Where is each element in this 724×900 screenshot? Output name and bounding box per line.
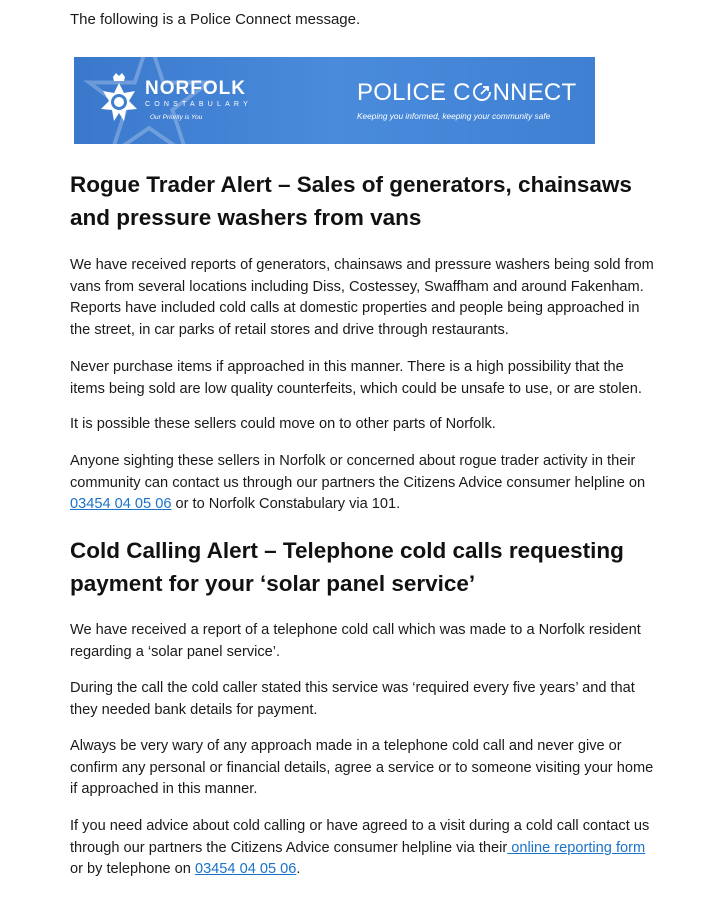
rogue-paragraph-3: It is possible these sellers could move on to other parts of Norfolk.	[70, 416, 496, 432]
cold-p4-text-before: If you need advice about cold calling or have agreed to a visit during a cold call contact us through our partners the Citizens Advice consumer helpline via their	[70, 818, 650, 856]
pc-title-start: POLICE C	[357, 79, 471, 106]
cold-p4-text-after: .	[296, 861, 301, 878]
police-connect-logo	[357, 79, 576, 121]
cold-paragraph-2: During the call the cold caller stated this service was ‘required every five years’ and that they needed bank details for payment.	[70, 680, 635, 718]
rogue-paragraph-4	[70, 451, 660, 516]
cold-paragraph-1: We have received a report of a telephone cold call which was made to a Norfolk resident regarding a ‘solar panel service’.	[70, 622, 641, 660]
cold-paragraph-3: Always be very wary of any approach made in a telephone cold call and never give or confirm any personal or financial details, agree a service or to someone visiting your home if approached in this manner.	[70, 738, 654, 798]
cold-paragraph-4	[70, 816, 660, 881]
rogue-helpline-phone-link[interactable]: 03454 04 05 06	[70, 496, 172, 513]
rogue-p4-text-after: or to Norfolk Constabulary via 101.	[171, 496, 401, 513]
intro-text: The following is a Police Connect message.	[70, 11, 361, 28]
rogue-p4-text-before: Anyone sighting these sellers in Norfolk or concerned about rogue trader activity in their community can contact us through our partners the Citizens Advice consumer helpline on	[70, 453, 646, 491]
rogue-paragraph-2: Never purchase items if approached in this manner. There is a high possibility that the items being sold are low quality counterfeits, which could be unsafe to use, or are stolen.	[70, 359, 642, 397]
rogue-trader-heading: Rogue Trader Alert – Sales of generators, chainsaws and pressure washers from vans	[70, 172, 632, 230]
norfolk-constabulary-logo	[145, 79, 252, 121]
police-connect-title	[357, 79, 576, 107]
police-connect-tagline: Keeping you informed, keeping your community safe	[357, 111, 551, 121]
constabulary-crest-icon	[96, 71, 142, 131]
pc-title-end: NNECT	[492, 79, 577, 106]
brand-subtitle: CONSTABULARY	[145, 101, 252, 108]
cold-p4-text-middle: or by telephone on	[70, 861, 195, 878]
police-connect-banner	[74, 57, 595, 144]
connect-o-icon	[472, 82, 492, 102]
brand-name: NORFOLK	[145, 78, 246, 99]
rogue-paragraph-1: We have received reports of generators, chainsaws and pressure washers being sold from vans from several locations including Diss, Costessey, Swaffham and around Fakenham. Reports have included cold calls at domestic properties and people being approached in the street, in car parks of retail stores and drive through restaurants.	[70, 257, 654, 339]
brand-motto: Our Priority is You	[150, 114, 203, 121]
cold-helpline-phone-link[interactable]: 03454 04 05 06	[194, 861, 297, 878]
online-reporting-form-link[interactable]: online reporting form	[507, 839, 646, 856]
cold-calling-heading: Cold Calling Alert – Telephone cold calls requesting payment for your ‘solar panel service’	[70, 538, 624, 596]
